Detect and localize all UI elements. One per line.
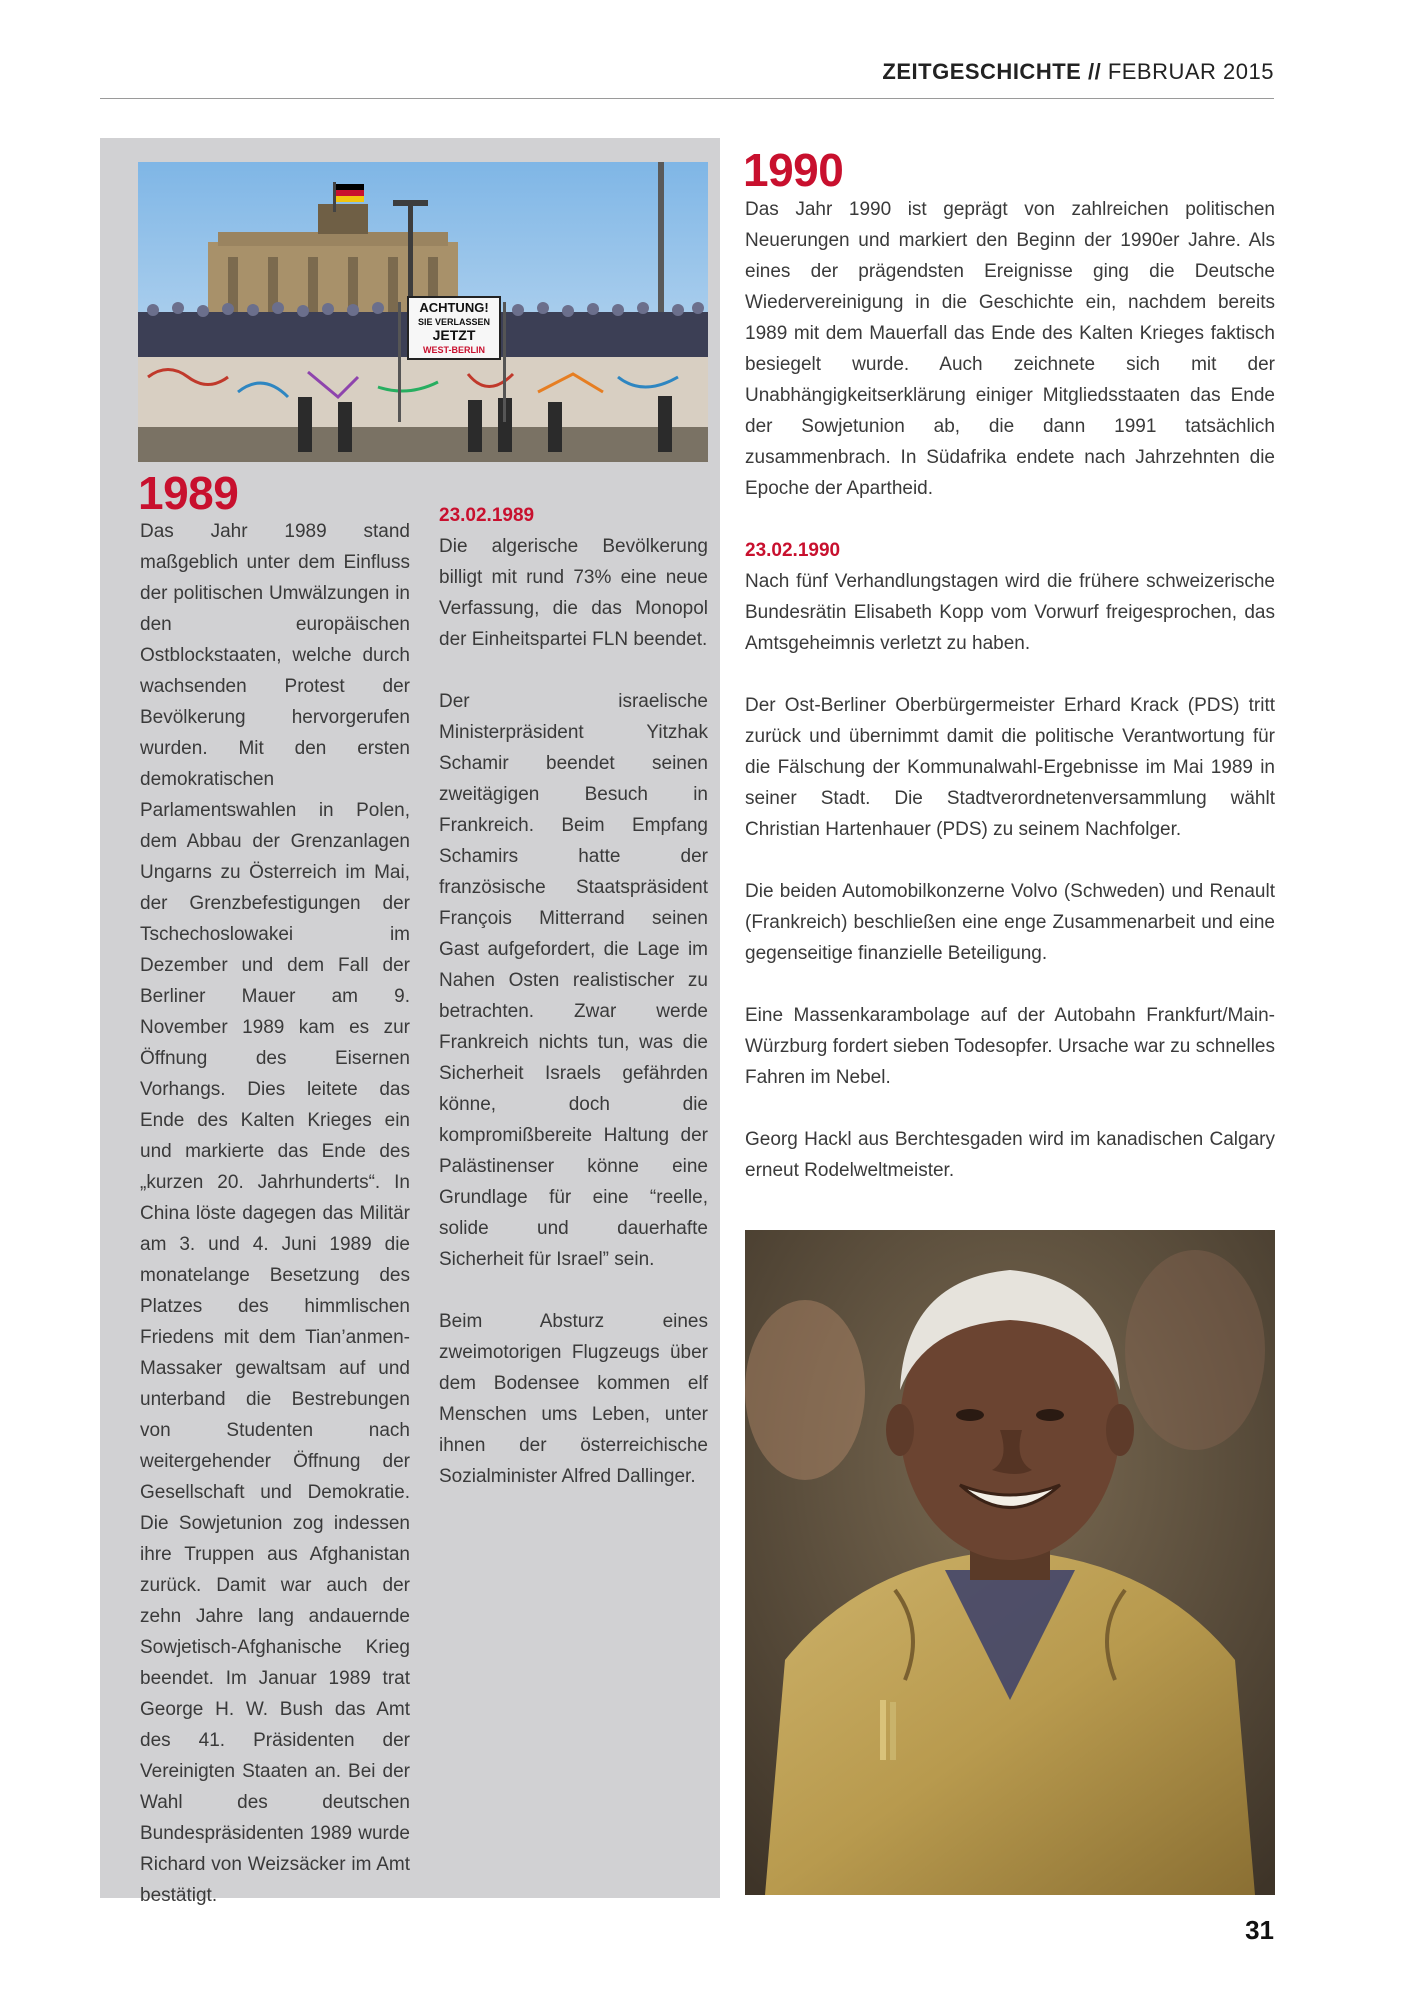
date-heading-1990: 23.02.1990 — [745, 540, 841, 561]
header-separator: // — [1087, 59, 1102, 84]
column-1989-events — [439, 500, 708, 1492]
paragraph-kopp: Nach fünf Verhandlungstagen wird die frühere schweizerische Bundesrätin Elisabeth Kopp vom Vorwurf freigesprochen, das Amtsgeheimnis verletzt zu haben. — [745, 571, 1275, 654]
paragraph-volvo-renault: Die beiden Automobilkonzerne Volvo (Schweden) und Renault (Frankreich) beschließen eine enge Zusammenarbeit und eine gegenseitige finanzielle Beteiligung. — [745, 881, 1275, 964]
paragraph-hackl: Georg Hackl aus Berchtesgaden wird im kanadischen Calgary erneut Rodelweltmeister. — [745, 1129, 1275, 1181]
column-1989-text — [140, 516, 410, 1911]
paragraph-krack: Der Ost-Berliner Oberbürgermeister Erhard Krack (PDS) tritt zurück und übernimmt damit die politische Verantwortung für die Fälschung der Kommunalwahl-Ergebnisse im Mai 1989 in seiner Stadt. Die Stadtverordnetenversammlung wählt Christian Hartenhauer (PDS) zu seinem Nachfolger. — [745, 695, 1275, 840]
sign-line-4: WEST-BERLIN — [423, 345, 485, 355]
year-heading-1989: 1989 — [138, 467, 239, 519]
portrait-photo — [745, 1230, 1275, 1895]
berlin-wall-photo — [138, 162, 708, 462]
sign-line-2: SIE VERLASSEN — [417, 317, 491, 327]
date-heading-1989: 23.02.1989 — [439, 505, 535, 526]
sign-line-1: ACHTUNG! — [419, 300, 489, 315]
paragraph-1989-intro: Das Jahr 1989 stand maßgeblich unter dem Einfluss der politischen Umwälzungen in den europäischen Ostblockstaaten, welche durch wachsenden Protest der Bevölkerung hervorgerufen wurden. Mit den ersten demokratischen Parlamentswahlen in Polen, dem Abbau der Grenzanlagen Ungarns zu Österreich im Mai, der Grenzbefestigungen der Tschechoslowakei im Dezember und dem Fall der Berliner Mauer am 9. November 1989 kam es zur Öffnung des Eisernen Vorhangs. Dies leitete das Ende des Kalten Krieges ein und markierte das Ende des „kurzen 20. Jahrhunderts“. In China löste dagegen das Militär am 3. und 4. Juni 1989 die monatelange Besetzung des Platzes des himmlischen Friedens mit dem Tian’anmen-Massaker gewaltsam auf und unterband die Bestrebungen von Studenten nach weitergehender Öffnung der Gesellschaft und Demokratie. Die Sowjetunion zog indessen ihre Truppen aus Afghanistan zurück. Damit war auch der zehn Jahre lang andauernde Sowjetisch-Afghanische Krieg beendet. Im Januar 1989 trat George H. W. Bush das Amt des 41. Präsidenten der Vereinigten Staaten an. Bei der Wahl des deutschen Bundespräsidenten 1989 wurde Richard von Weizsäcker im Amt bestätigt. — [140, 521, 410, 1906]
header-text — [882, 59, 1274, 85]
paragraph-bodensee: Beim Absturz eines zweimotorigen Flugzeugs über dem Bodensee kommen elf Menschen ums Leben, unter ihnen der österreichische Sozialminister Alfred Dallinger. — [439, 1311, 708, 1487]
page-header — [100, 55, 1274, 99]
year-heading-1990: 1990 — [743, 144, 844, 196]
page-number: 31 — [1245, 1915, 1274, 1945]
paragraph-schamir: Der israelische Ministerpräsident Yitzhak Schamir beendet seinen zweitägigen Besuch in Frankreich. Beim Empfang Schamirs hatte der französische Staatspräsident François Mitterrand seinen Gast aufgefordert, die Lage im Nahen Osten realistischer zu betrachten. Zwar werde Frankreich nichts tun, was die Sicherheit Israels gefährden könne, doch die kompromißbereite Haltung der Palästinenser könne eine Grundlage für eine “reelle, solide und dauerhafte Sicherheit für Israel” sein. — [439, 691, 708, 1270]
paragraph-massenkarambolage: Eine Massenkarambolage auf der Autobahn Frankfurt/Main- Würzburg fordert sieben Todesopfer. Ursache war zu schnelles Fahren im Nebel. — [745, 1005, 1275, 1088]
sign-line-3: JETZT — [432, 327, 476, 343]
column-1990-text — [745, 194, 1275, 1186]
header-section: ZEITGESCHICHTE — [882, 59, 1082, 84]
paragraph-algeria: Die algerische Bevölkerung billigt mit rund 73% eine neue Verfassung, die das Monopol der Einheitspartei FLN beendet. — [439, 536, 708, 650]
header-issue: FEBRUAR 2015 — [1107, 59, 1274, 84]
paragraph-1990-intro: Das Jahr 1990 ist geprägt von zahlreichen politischen Neuerungen und markiert den Beginn der 1990er Jahre. Als eines der prägendsten Ereignisse ging die Deutsche Wiedervereinigung in die Geschichte ein, nachdem bereits 1989 mit dem Mauerfall das Ende des Kalten Krieges faktisch besiegelt wurde. Auch zeichnete sich mit der Unabhängigkeitserklärung einiger Mitgliedsstaaten das Ende der Sowjetunion ab, die dann 1991 tatsächlich zusammenbrach. In Südafrika endete nach Jahrzehnten die Epoche der Apartheid. — [745, 199, 1275, 499]
